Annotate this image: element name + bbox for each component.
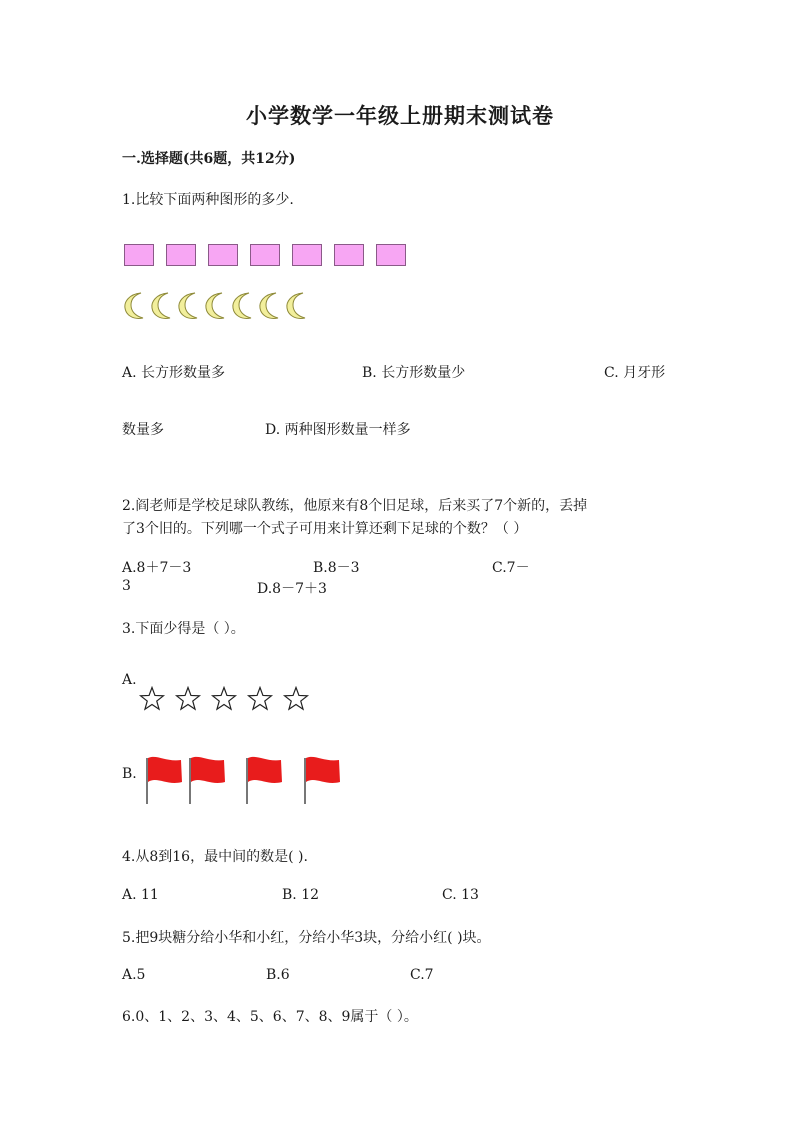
crescent-moon-icon (257, 291, 283, 321)
question-1-option-a[interactable]: A. 长方形数量多 (122, 365, 226, 381)
rectangle-shape (292, 244, 322, 266)
rectangle-row (124, 244, 418, 266)
red-flag-icon (147, 757, 182, 804)
red-flag-icon (190, 757, 225, 804)
question-5-stem: 5.把9块糖分给小华和小红，分给小华3块，分给小红( )块。 (122, 930, 491, 946)
page-title: 小学数学一年级上册期末测试卷 (246, 103, 554, 128)
crescent-moon-icon (203, 291, 229, 321)
crescent-moon-icon (149, 291, 175, 321)
question-3-option-b[interactable]: B. (122, 766, 137, 782)
star-icon (174, 686, 202, 712)
question-6-stem: 6.0、1、2、3、4、5、6、7、8、9属于（ ）。 (122, 1009, 418, 1025)
question-3-option-a[interactable]: A. (122, 672, 137, 688)
rectangle-shape (376, 244, 406, 266)
question-5-option-b[interactable]: B.6 (266, 967, 290, 983)
crescent-moon-icon (230, 291, 256, 321)
question-2-option-c-continued: 3 (122, 578, 131, 594)
question-4-stem: 4.从8到16，最中间的数是( ). (122, 849, 308, 865)
rectangle-shape (166, 244, 196, 266)
rectangle-shape (124, 244, 154, 266)
question-5-option-a[interactable]: A.5 (122, 967, 146, 983)
red-flag-icon (247, 757, 282, 804)
crescent-moon-icon (284, 291, 310, 321)
question-2-option-d[interactable]: D.8－7＋3 (257, 581, 327, 597)
question-2-stem-line-2: 了3个旧的。下列哪一个式子可用来计算还剩下足球的个数？（ ） (122, 521, 528, 537)
rectangle-shape (334, 244, 364, 266)
crescent-moon-row (122, 291, 311, 321)
star-icon (246, 686, 274, 712)
question-1-stem: 1.比较下面两种图形的多少. (122, 192, 294, 208)
question-3-stem: 3.下面少得是（ ）。 (122, 621, 245, 637)
question-1-option-b[interactable]: B. 长方形数量少 (362, 365, 466, 381)
question-5-option-c[interactable]: C.7 (410, 967, 434, 983)
question-2-option-a[interactable]: A.8＋7－3 (122, 560, 192, 576)
star-row (138, 686, 318, 712)
flag-row (140, 754, 350, 806)
question-1-option-d[interactable]: D. 两种图形数量一样多 (265, 422, 411, 438)
question-4-option-a[interactable]: A. 11 (122, 887, 159, 903)
question-2-stem-line-1: 2.阎老师是学校足球队教练，他原来有8个旧足球，后来买了7个新的，丢掉 (122, 498, 588, 514)
crescent-moon-icon (176, 291, 202, 321)
red-flag-icon (305, 757, 340, 804)
question-1-option-c[interactable]: C. 月牙形 (604, 365, 666, 381)
question-4-option-b[interactable]: B. 12 (282, 887, 320, 903)
question-1-option-c-continued: 数量多 (122, 422, 164, 438)
crescent-moon-icon (122, 291, 148, 321)
star-icon (282, 686, 310, 712)
star-icon (138, 686, 166, 712)
rectangle-shape (208, 244, 238, 266)
section-heading: 一.选择题(共6题，共12分) (122, 151, 296, 167)
star-icon (210, 686, 238, 712)
question-2-option-c[interactable]: C.7－ (492, 560, 530, 576)
question-4-option-c[interactable]: C. 13 (442, 887, 479, 903)
question-2-option-b[interactable]: B.8－3 (313, 560, 360, 576)
rectangle-shape (250, 244, 280, 266)
